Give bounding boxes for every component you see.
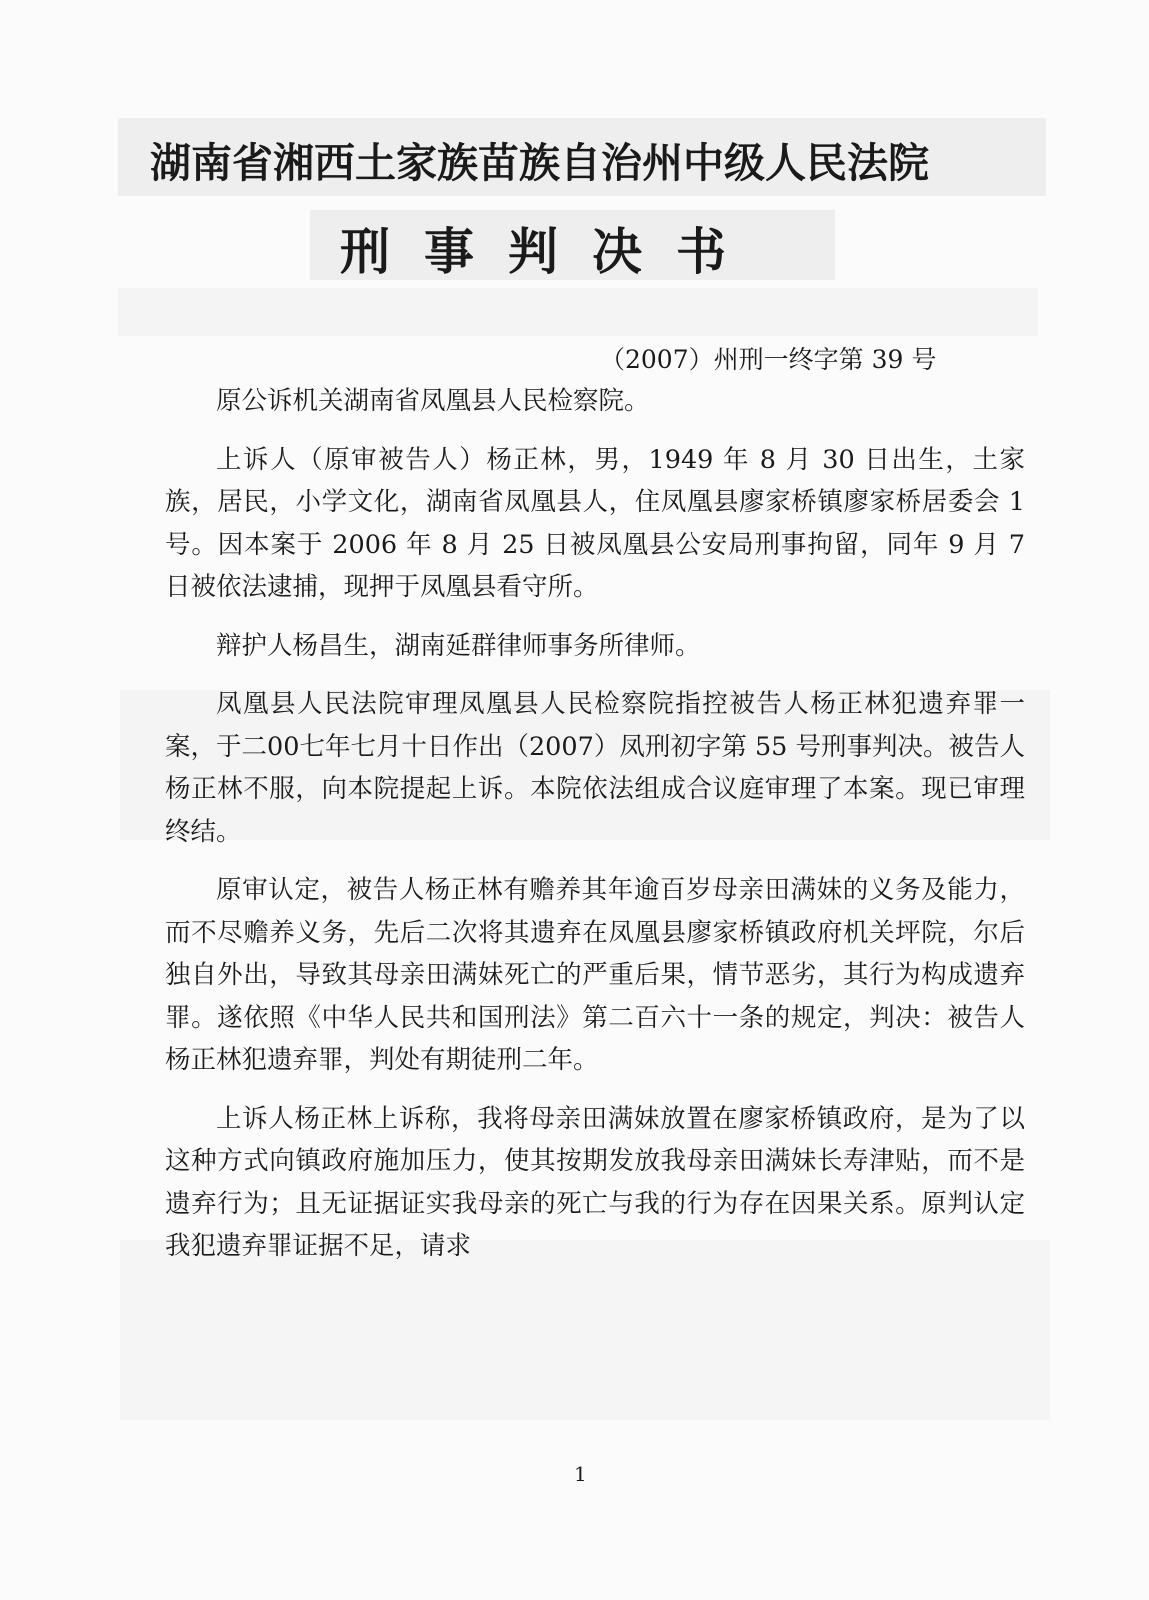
document-type-title: 刑事判决书: [340, 223, 760, 281]
scan-band: [118, 288, 1038, 336]
court-name: 湖南省湘西土家族苗族自治州中级人民法院: [150, 139, 929, 187]
paragraph-appeal-claim: 上诉人杨正林上诉称，我将母亲田满妹放置在廖家桥镇政府，是为了以这种方式向镇政府施加压力，使其按期发放我母亲田满妹长寿津贴，而不是遗弃行为；且无证据证实我母亲的死亡与我的行为存在因果关系。原判认定我犯遗弃罪证据不足，请求: [165, 1103, 1025, 1261]
paragraph-appellant: 上诉人（原审被告人）杨正林，男，1949 年 8 月 30 日出生，土家族，居民，小学文化，湖南省凤凰县人，住凤凰县廖家桥镇廖家桥居委会 1 号。因本案于 2006 年 8 月 25 日被凤凰县公安局刑事拘留，同年 9 月 7 日被依法逮捕，现押于凤凰县看守所。: [165, 444, 1025, 602]
case-number: （2007）州刑一终字第 39 号: [600, 345, 937, 374]
paragraph-prosecutor: 原公诉机关湖南省凤凰县人民检察院。: [216, 386, 650, 416]
paragraph-defender: 辩护人杨昌生，湖南延群律师事务所律师。: [216, 630, 701, 661]
paragraph-procedure: 凤凰县人民法院审理凤凰县人民检察院指控被告人杨正林犯遗弃罪一案，于二00七年七月十日作出（2007）凤刑初字第 55 号刑事判决。被告人杨正林不服，向本院提起上诉。本院依法组成合议庭审理了本案。现已审理终结。: [165, 689, 1026, 847]
judgment-body: [165, 380, 1025, 1284]
paragraph-original-finding: 原审认定，被告人杨正林有赡养其年逾百岁母亲田满妹的义务及能力，而不尽赡养义务，先后二次将其遗弃在凤凰县廖家桥镇政府机关坪院，尔后独自外出，导致其母亲田满妹死亡的严重后果，情节恶劣，其行为构成遗弃罪。遂依照《中华人民共和国刑法》第二百六十一条的规定，判决：被告人杨正林犯遗弃罪，判处有期徒刑二年。: [165, 875, 1025, 1075]
page-number: 1: [574, 1462, 587, 1486]
